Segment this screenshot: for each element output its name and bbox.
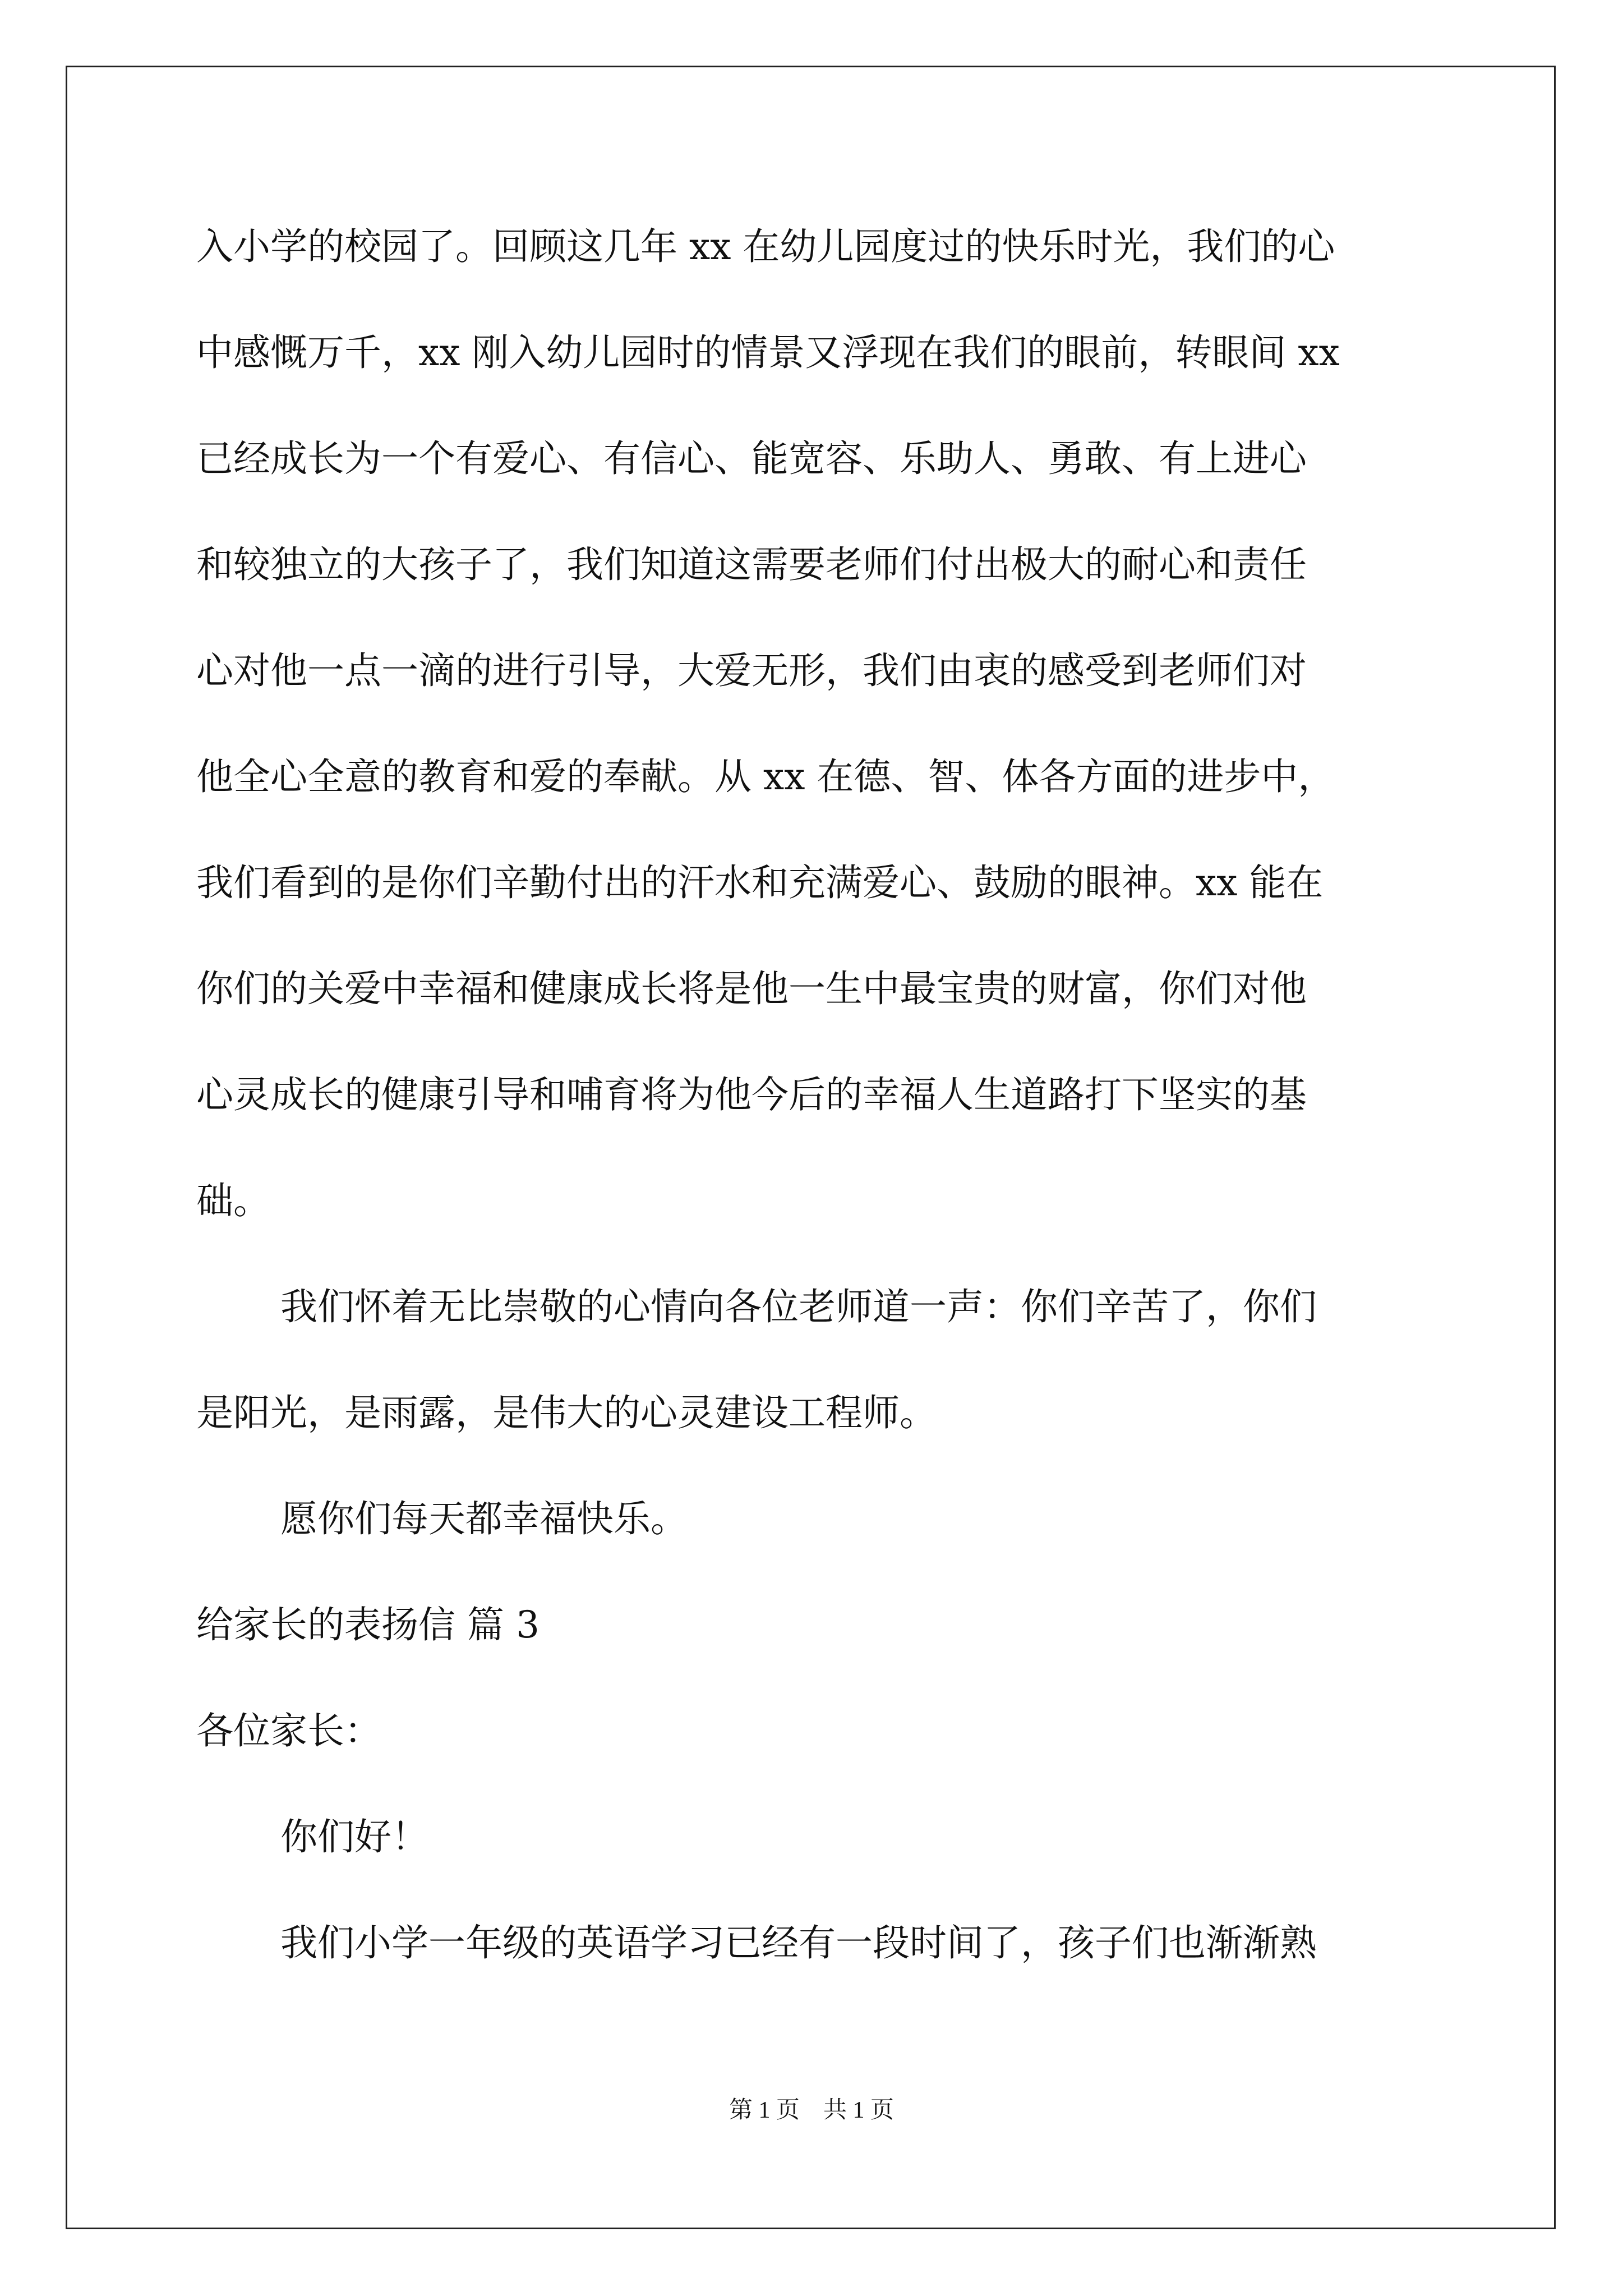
text-line: 入小学的校园了。回顾这几年 xx 在幼儿园度过的快乐时光，我们的心 (196, 225, 1335, 268)
text-line: 中感慨万千，xx 刚入幼儿园时的情景又浮现在我们的眼前，转眼间 xx (196, 331, 1340, 374)
paragraph-first-line: 我们怀着无比崇敬的心情向各位老师道一声：你们辛苦了，你们 (280, 1285, 1317, 1328)
page-footer: 第 1 页 共 1 页 (728, 2097, 894, 2123)
text-line: 是阳光，是雨露，是伟大的心灵建设工程师。 (196, 1391, 937, 1434)
text-line: 心对他一点一滴的进行引导，大爱无形，我们由衷的感受到老师们对 (196, 649, 1307, 692)
paragraph-first-line: 愿你们每天都幸福快乐。 (280, 1497, 688, 1540)
text-line: 我们看到的是你们辛勤付出的汗水和充满爱心、鼓励的眼神。xx 能在 (196, 861, 1324, 904)
text-line: 你们的关爱中幸福和健康成长将是他一生中最宝贵的财富，你们对他 (196, 967, 1307, 1010)
section-heading: 给家长的表扬信 篇 3 (196, 1603, 540, 1646)
salutation: 各位家长： (196, 1709, 381, 1752)
document-body (196, 219, 1447, 2021)
text-line: 已经成长为一个有爱心、有信心、能宽容、乐助人、勇敢、有上进心 (196, 437, 1307, 480)
text-line: 他全心全意的教育和爱的奉献。从 xx 在德、智、体各方面的进步中， (196, 755, 1335, 798)
text-line: 心灵成长的健康引导和哺育将为他今后的幸福人生道路打下坚实的基 (196, 1073, 1307, 1116)
text-line: 础。 (196, 1179, 270, 1222)
greeting: 你们好！ (280, 1815, 428, 1858)
paragraph-first-line: 我们小学一年级的英语学习已经有一段时间了，孩子们也渐渐熟 (280, 1921, 1317, 1964)
text-line: 和较独立的大孩子了，我们知道这需要老师们付出极大的耐心和责任 (196, 543, 1307, 586)
